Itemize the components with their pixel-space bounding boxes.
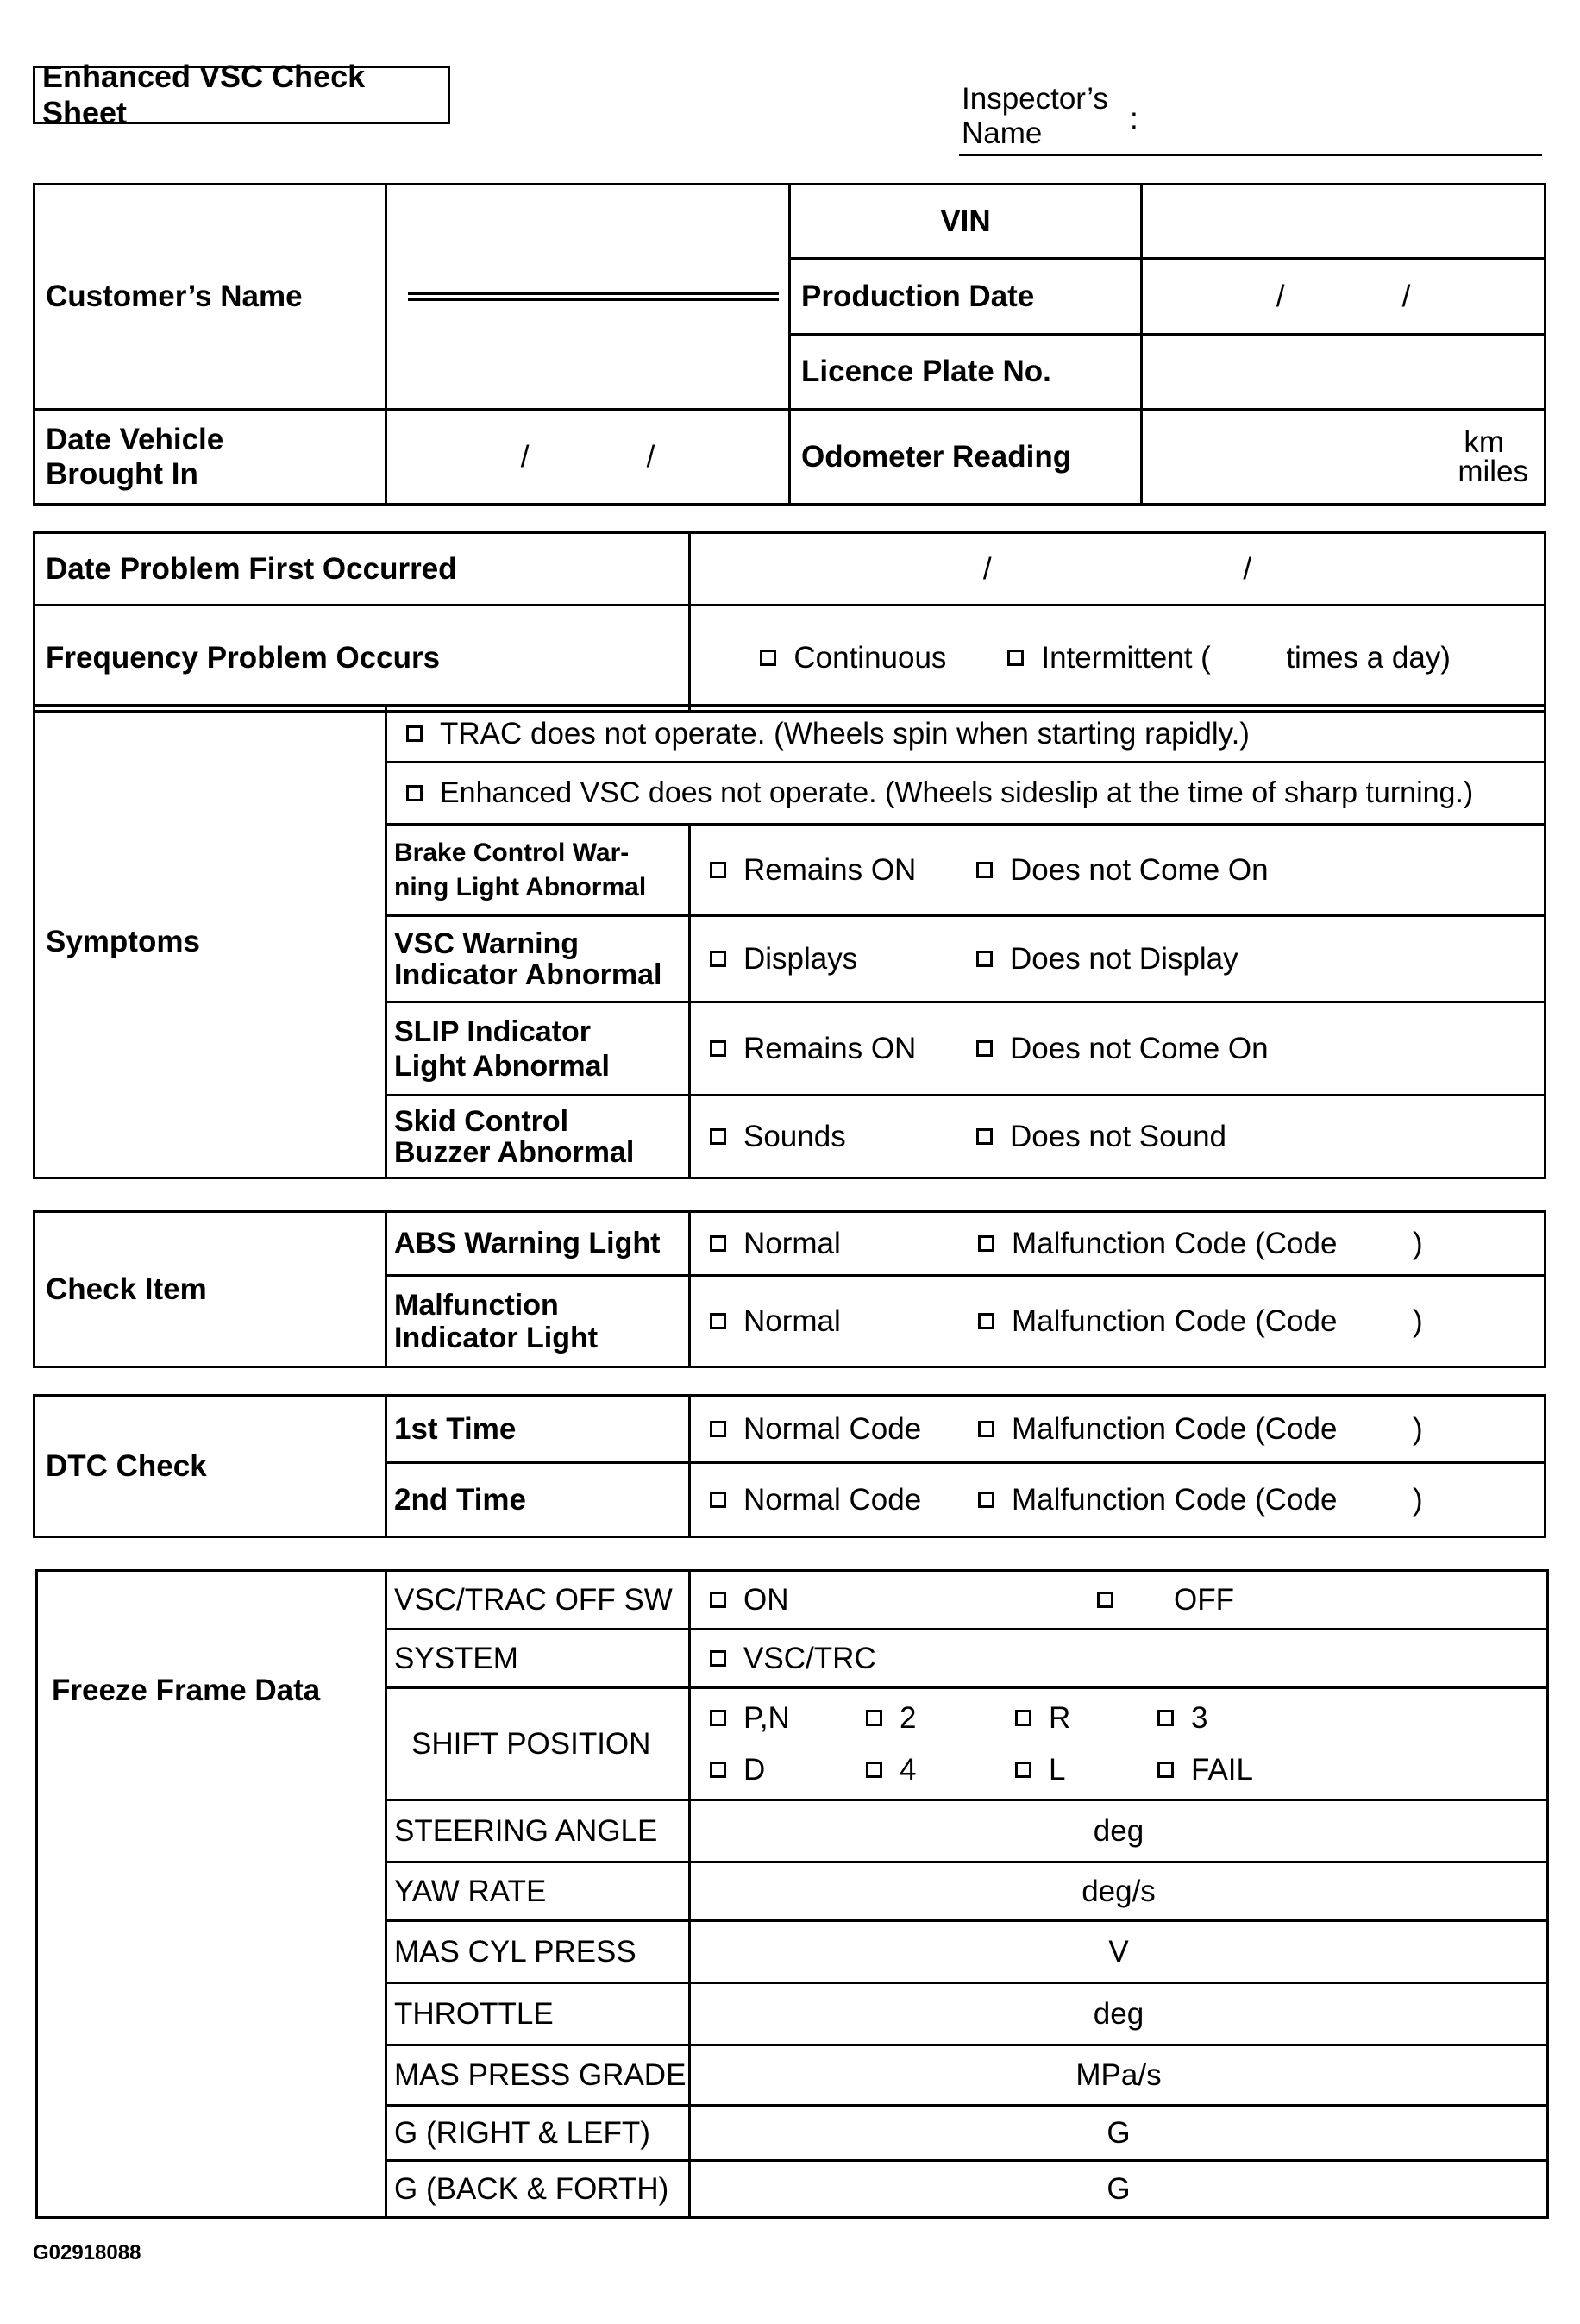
- vsc-symptom-text: Enhanced VSC does not operate. (Wheels sideslip at the time of sharp turning.): [440, 776, 1474, 809]
- mas-press-grade-label: MAS PRESS GRADE: [386, 2045, 690, 2106]
- brake-remains-on-checkbox[interactable]: [710, 862, 726, 878]
- shift-row-1: [701, 1693, 1546, 1744]
- slip-indicator-line2: Light Abnormal: [394, 1049, 610, 1083]
- frequency-options: [690, 606, 1546, 712]
- vin-label: VIN: [790, 185, 1142, 259]
- first-occurred-field[interactable]: / /: [690, 533, 1546, 606]
- first-occurred-label: Date Problem First Occurred: [34, 533, 690, 606]
- date-brought-line1: Date Vehicle: [46, 422, 224, 456]
- brake-remains-on-option: Remains ON: [743, 852, 917, 887]
- yaw-rate-label: YAW RATE: [386, 1862, 690, 1921]
- skid-buzzer-label: [386, 1096, 690, 1178]
- customer-name-label: Customer’s Name: [34, 185, 386, 410]
- abs-malfunction-checkbox[interactable]: [978, 1235, 994, 1252]
- vin-field[interactable]: [1142, 185, 1546, 259]
- dtc-check-label: DTC Check: [34, 1396, 386, 1537]
- shift-3-option: 3: [1191, 1700, 1208, 1735]
- yaw-rate-unit[interactable]: deg/s: [690, 1862, 1548, 1921]
- shift-d-option: D: [743, 1752, 766, 1787]
- vsc-warning-options: [690, 916, 1546, 1002]
- system-vsc-trc-option: VSC/TRC: [743, 1641, 876, 1675]
- dtc-first-normal-option: Normal Code: [743, 1411, 922, 1446]
- slip-indicator-label: [386, 1002, 690, 1096]
- vsc-displays-option: Displays: [743, 941, 858, 976]
- slip-remains-on-checkbox[interactable]: [710, 1040, 726, 1057]
- throttle-label: THROTTLE: [386, 1983, 690, 2045]
- brake-warning-label: [386, 825, 690, 916]
- brake-warning-line2: ning Light Abnormal: [394, 872, 647, 901]
- customer-name-field[interactable]: [386, 185, 790, 410]
- mil-label: [386, 1276, 690, 1367]
- shift-l-option: L: [1049, 1752, 1066, 1787]
- vsc-trac-on-checkbox[interactable]: [710, 1592, 726, 1608]
- dtc-first-time-options: [690, 1396, 1546, 1463]
- continuous-option: Continuous: [793, 641, 947, 675]
- mil-line1: Malfunction: [394, 1288, 559, 1322]
- problem-table: [33, 531, 1546, 713]
- abs-malfunction-option: Malfunction Code (Code ): [1012, 1226, 1423, 1260]
- odometer-label: Odometer Reading: [790, 410, 1142, 505]
- brake-not-come-on-option: Does not Come On: [1010, 852, 1269, 887]
- mil-malfunction-checkbox[interactable]: [978, 1313, 994, 1329]
- vsc-trac-off-option: OFF: [1174, 1582, 1234, 1617]
- slip-indicator-line1: SLIP Indicator: [394, 1014, 591, 1048]
- symptoms-label: Symptoms: [34, 706, 386, 1178]
- skid-not-sound-option: Does not Sound: [1010, 1119, 1227, 1153]
- shift-l-checkbox[interactable]: [1015, 1762, 1031, 1778]
- shift-4-option: 4: [900, 1752, 917, 1787]
- mil-normal-option: Normal: [743, 1303, 841, 1338]
- mil-normal-checkbox[interactable]: [710, 1313, 726, 1329]
- vsc-displays-checkbox[interactable]: [710, 951, 726, 967]
- system-options: [690, 1630, 1548, 1688]
- vsc-trac-off-sw-label: VSC/TRAC OFF SW: [386, 1571, 690, 1630]
- shift-row-2: [701, 1744, 1546, 1796]
- trac-symptom-row: [386, 706, 1546, 763]
- vsc-checkbox[interactable]: [406, 785, 423, 801]
- intermittent-checkbox[interactable]: [1007, 650, 1024, 666]
- mas-press-grade-unit[interactable]: MPa/s: [690, 2045, 1548, 2106]
- inspector-name-label: [962, 82, 1108, 151]
- shift-3-checkbox[interactable]: [1157, 1710, 1174, 1726]
- steering-angle-unit[interactable]: deg: [690, 1800, 1548, 1862]
- inspector-name-field[interactable]: [959, 154, 1542, 156]
- dtc-first-normal-checkbox[interactable]: [710, 1421, 726, 1437]
- abs-normal-option: Normal: [743, 1226, 841, 1260]
- date-brought-line2: Brought In: [46, 456, 198, 491]
- customer-table: [33, 183, 1546, 506]
- dtc-second-time-options: [690, 1463, 1546, 1537]
- unit-km: km: [1464, 424, 1504, 459]
- production-date-label: Production Date: [790, 259, 1142, 335]
- frequency-label: Frequency Problem Occurs: [34, 606, 690, 712]
- vsc-warning-line2: Indicator Abnormal: [394, 958, 662, 991]
- unit-miles: miles: [1458, 454, 1528, 488]
- brake-warning-line1: Brake Control War-: [394, 838, 630, 867]
- date-brought-in-field[interactable]: / /: [386, 410, 790, 505]
- trac-checkbox[interactable]: [406, 725, 423, 742]
- shift-position-label: SHIFT POSITION: [386, 1688, 690, 1800]
- check-sheet-title: Enhanced VSC Check Sheet: [33, 66, 450, 124]
- system-label: SYSTEM: [386, 1630, 690, 1688]
- abs-warning-options: [690, 1212, 1546, 1276]
- skid-buzzer-line1: Skid Control: [394, 1104, 569, 1138]
- figure-code: G02918088: [33, 2241, 141, 2264]
- dtc-first-malfunction-option: Malfunction Code (Code ): [1012, 1411, 1423, 1446]
- customer-name-double-line: [408, 292, 779, 301]
- mil-line2: Indicator Light: [394, 1321, 599, 1354]
- production-date-field[interactable]: / /: [1142, 259, 1546, 335]
- vsc-symptom-row: [386, 763, 1546, 825]
- shift-d-checkbox[interactable]: [710, 1762, 726, 1778]
- vsc-not-display-checkbox[interactable]: [976, 951, 993, 967]
- dtc-second-normal-checkbox[interactable]: [710, 1492, 726, 1508]
- g-right-left-label: G (RIGHT & LEFT): [386, 2106, 690, 2161]
- check-item-table: [33, 1210, 1546, 1368]
- vsc-warning-label: [386, 916, 690, 1002]
- freeze-frame-label: Freeze Frame Data: [37, 1571, 386, 2218]
- g-right-left-unit[interactable]: G: [690, 2106, 1548, 2161]
- continuous-checkbox[interactable]: [760, 650, 776, 666]
- intermittent-option: Intermittent ( times a day): [1041, 641, 1451, 675]
- freeze-frame-table: [35, 1569, 1549, 2219]
- mas-cyl-press-label: MAS CYL PRESS: [386, 1921, 690, 1983]
- g-back-forth-label: G (BACK & FORTH): [386, 2161, 690, 2218]
- check-item-label: Check Item: [34, 1212, 386, 1367]
- abs-warning-label: ABS Warning Light: [386, 1212, 690, 1276]
- brake-warning-options: [690, 825, 1546, 916]
- dtc-first-malfunction-checkbox[interactable]: [978, 1421, 994, 1437]
- skid-sounds-option: Sounds: [743, 1119, 846, 1153]
- inspector-label-line1: Inspector’s: [962, 82, 1108, 116]
- mil-malfunction-option: Malfunction Code (Code ): [1012, 1303, 1423, 1338]
- g-back-forth-unit[interactable]: G: [690, 2161, 1548, 2218]
- system-vsc-trc-checkbox[interactable]: [710, 1650, 726, 1667]
- mil-options: [690, 1276, 1546, 1367]
- vsc-trac-off-checkbox[interactable]: [1097, 1592, 1113, 1608]
- shift-position-options: [690, 1688, 1548, 1800]
- abs-normal-checkbox[interactable]: [710, 1235, 726, 1252]
- shift-fail-checkbox[interactable]: [1157, 1762, 1174, 1778]
- mas-cyl-press-unit[interactable]: V: [690, 1921, 1548, 1983]
- skid-not-sound-checkbox[interactable]: [976, 1128, 993, 1145]
- licence-plate-field[interactable]: [1142, 335, 1546, 410]
- slip-not-come-on-option: Does not Come On: [1010, 1031, 1269, 1065]
- dtc-second-normal-option: Normal Code: [743, 1482, 922, 1517]
- vsc-trac-options: [690, 1571, 1548, 1630]
- shift-r-option: R: [1049, 1700, 1071, 1735]
- shift-2-option: 2: [900, 1700, 917, 1735]
- slip-indicator-options: [690, 1002, 1546, 1096]
- shift-4-checkbox[interactable]: [866, 1762, 882, 1778]
- shift-pn-option: P,N: [743, 1700, 790, 1735]
- vsc-trac-on-option: ON: [743, 1582, 789, 1617]
- shift-pn-checkbox[interactable]: [710, 1710, 726, 1726]
- dtc-second-malfunction-option: Malfunction Code (Code ): [1012, 1482, 1423, 1517]
- dtc-second-time-label: 2nd Time: [386, 1463, 690, 1537]
- shift-r-checkbox[interactable]: [1015, 1710, 1031, 1726]
- inspector-label-line2: Name: [962, 116, 1043, 150]
- symptoms-table: [33, 704, 1546, 1179]
- shift-fail-option: FAIL: [1191, 1752, 1253, 1787]
- slip-remains-on-option: Remains ON: [743, 1031, 917, 1065]
- odometer-field[interactable]: [1142, 410, 1546, 505]
- dtc-second-malfunction-checkbox[interactable]: [978, 1492, 994, 1508]
- skid-sounds-checkbox[interactable]: [710, 1128, 726, 1145]
- skid-buzzer-line2: Buzzer Abnormal: [394, 1135, 635, 1169]
- steering-angle-label: STEERING ANGLE: [386, 1800, 690, 1862]
- vsc-not-display-option: Does not Display: [1010, 941, 1238, 976]
- date-brought-in-label: [34, 410, 386, 505]
- vsc-warning-line1: VSC Warning: [394, 926, 580, 960]
- licence-plate-label: Licence Plate No.: [790, 335, 1142, 410]
- skid-buzzer-options: [690, 1096, 1546, 1178]
- throttle-unit[interactable]: deg: [690, 1983, 1548, 2045]
- trac-symptom-text: TRAC does not operate. (Wheels spin when starting rapidly.): [440, 716, 1250, 751]
- inspector-colon: :: [1130, 102, 1138, 135]
- brake-not-come-on-checkbox[interactable]: [976, 862, 993, 878]
- dtc-check-table: [33, 1394, 1546, 1538]
- dtc-first-time-label: 1st Time: [386, 1396, 690, 1463]
- slip-not-come-on-checkbox[interactable]: [976, 1040, 993, 1057]
- shift-2-checkbox[interactable]: [866, 1710, 882, 1726]
